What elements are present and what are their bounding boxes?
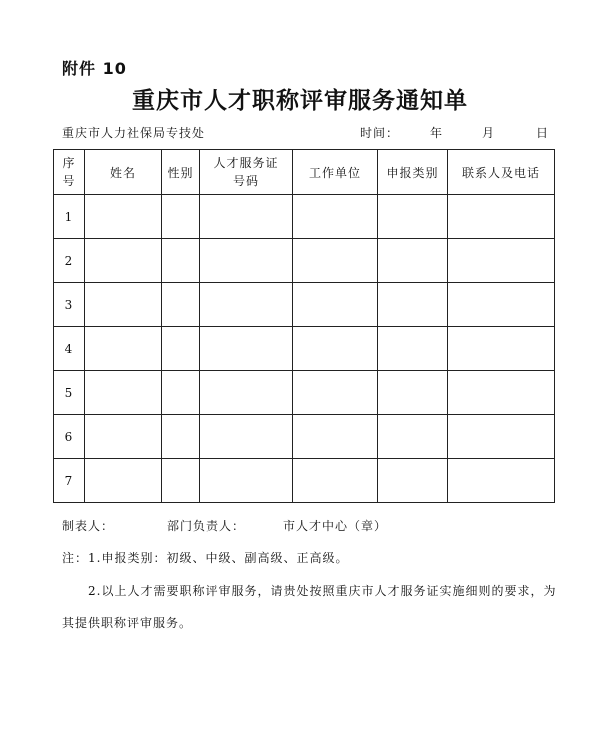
gender-cell[interactable] [162,459,200,503]
name-cell[interactable] [85,459,162,503]
year-label: 年 [430,126,444,140]
table-header-row [54,150,555,195]
contact-cell[interactable] [448,239,555,283]
gender-cell[interactable] [162,415,200,459]
column-header-contact: 联系人及电话 [448,150,555,195]
cert-number-cell[interactable] [200,371,293,415]
note-line-2: 2.以上人才需要职称评审服务，请贵处按照重庆市人才服务证实施细则的要求，为 [88,584,557,598]
column-header-category: 申报类别 [378,150,448,195]
name-cell[interactable] [85,239,162,283]
table-row [54,415,555,459]
table-row [54,283,555,327]
table-row [54,239,555,283]
document-title: 重庆市人才职称评审服务通知单 [132,87,468,114]
name-cell[interactable] [85,415,162,459]
contact-cell[interactable] [448,371,555,415]
category-cell[interactable] [378,327,448,371]
category-cell[interactable] [378,415,448,459]
table-row [54,459,555,503]
name-cell[interactable] [85,195,162,239]
cert-number-cell[interactable] [200,283,293,327]
contact-cell[interactable] [448,415,555,459]
gender-cell[interactable] [162,327,200,371]
cert-number-cell[interactable] [200,327,293,371]
employer-cell[interactable] [293,283,378,327]
category-cell[interactable] [378,195,448,239]
table-row [54,371,555,415]
center-seal-label: 市人才中心（章） [283,519,388,533]
seq-cell: 2 [54,239,85,283]
gender-cell[interactable] [162,283,200,327]
gender-cell[interactable] [162,195,200,239]
seq-header-line2: 号 [62,174,76,188]
name-cell[interactable] [85,327,162,371]
contact-cell[interactable] [448,283,555,327]
seq-cell: 7 [54,459,85,503]
maker-label: 制表人： [62,519,115,533]
attachment-label: 附件 10 [62,59,127,78]
employer-cell[interactable] [293,239,378,283]
recipient-office: 重庆市人力社保局专技处 [62,126,206,140]
employer-cell[interactable] [293,415,378,459]
month-label: 月 [482,126,496,140]
day-label: 日 [536,126,550,140]
gender-cell[interactable] [162,239,200,283]
category-cell[interactable] [378,459,448,503]
column-header-cert-number [200,150,293,195]
cert-number-cell[interactable] [200,415,293,459]
dept-head-label: 部门负责人： [167,519,246,533]
cert-header-line1: 人才服务证 [213,156,279,170]
table-row [54,327,555,371]
employer-cell[interactable] [293,459,378,503]
employer-cell[interactable] [293,195,378,239]
column-header-seq [54,150,85,195]
employer-cell[interactable] [293,327,378,371]
note-line-1: 注：1.申报类别：初级、中级、副高级、正高级。 [62,551,349,565]
seq-cell: 1 [54,195,85,239]
contact-cell[interactable] [448,459,555,503]
table-row [54,195,555,239]
cert-number-cell[interactable] [200,239,293,283]
column-header-gender: 性别 [162,150,200,195]
category-cell[interactable] [378,239,448,283]
seq-cell: 6 [54,415,85,459]
employer-cell[interactable] [293,371,378,415]
note-line-3: 其提供职称评审服务。 [62,616,193,630]
seq-cell: 5 [54,371,85,415]
category-cell[interactable] [378,371,448,415]
name-cell[interactable] [85,283,162,327]
column-header-employer: 工作单位 [293,150,378,195]
seq-header-line1: 序 [62,156,76,170]
cert-header-line2: 号码 [232,174,259,188]
category-cell[interactable] [378,283,448,327]
cert-number-cell[interactable] [200,195,293,239]
talent-service-table [53,149,555,503]
seq-cell: 3 [54,283,85,327]
contact-cell[interactable] [448,195,555,239]
seq-cell: 4 [54,327,85,371]
time-label: 时间： [360,126,400,140]
contact-cell[interactable] [448,327,555,371]
cert-number-cell[interactable] [200,459,293,503]
gender-cell[interactable] [162,371,200,415]
name-cell[interactable] [85,371,162,415]
column-header-name: 姓名 [85,150,162,195]
